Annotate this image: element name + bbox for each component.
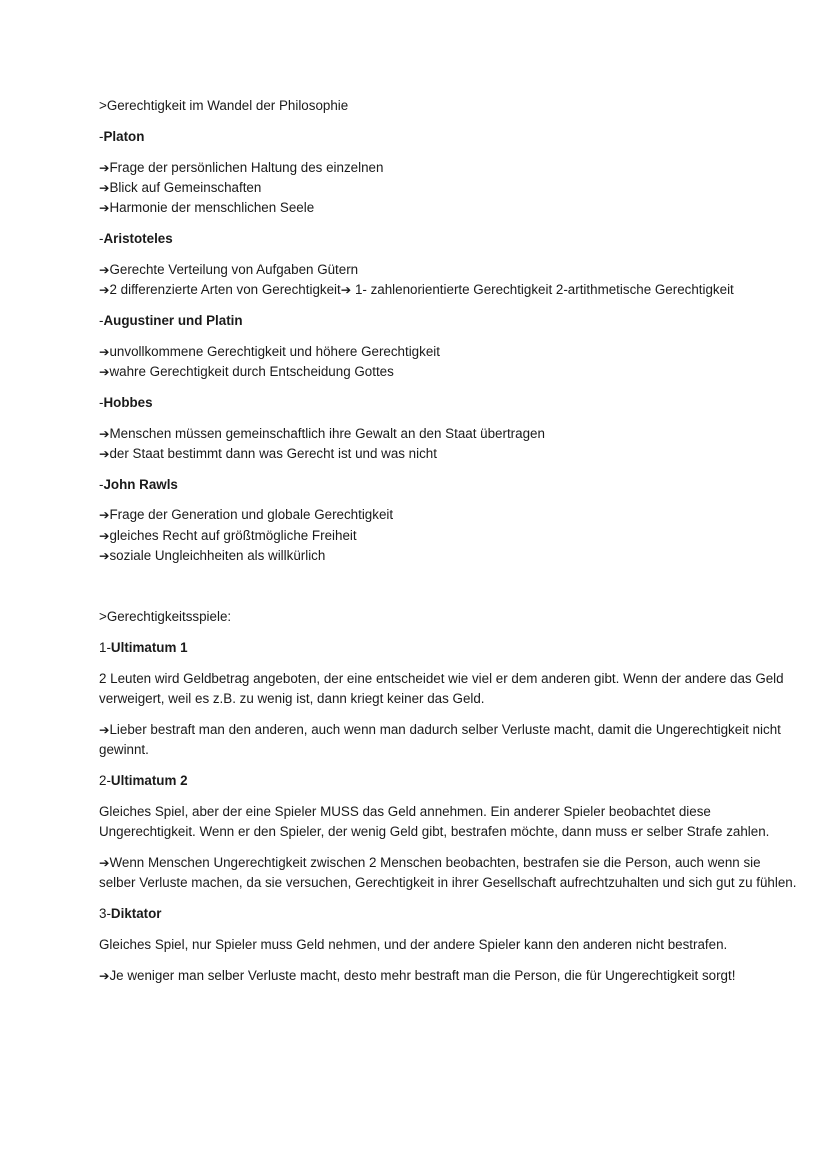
list-item: ➔Frage der persönlichen Haltung des einzelnen: [99, 159, 384, 175]
arrow-right-icon: ➔: [99, 179, 110, 195]
arrow-right-icon: ➔: [99, 967, 110, 983]
game-number: 3-: [99, 906, 111, 922]
heading-prefix: -: [99, 230, 104, 246]
game-number: 2-: [99, 773, 111, 789]
arrow-right-icon: ➔: [99, 548, 110, 564]
heading-prefix: -: [99, 394, 104, 410]
game-conclusion: ➔Lieber bestraft man den anderen, auch wenn man dadurch selber Verluste macht, damit die Ungerechtigkeit nicht gewinnt.: [99, 722, 781, 758]
heading-prefix: -: [99, 312, 104, 328]
philosopher-heading-aristoteles: [99, 229, 799, 249]
heading-prefix: -: [99, 476, 104, 492]
list-item: ➔Gerechte Verteilung von Aufgaben Gütern: [99, 261, 359, 277]
list-item: ➔soziale Ungleichheiten als willkürlich: [99, 548, 326, 564]
section-heading-philosophy: >Gerechtigkeit im Wandel der Philosophie: [99, 98, 349, 113]
game-description: Gleiches Spiel, aber der eine Spieler MUSS das Geld annehmen. Ein anderer Spieler beobachtet diese Ungerechtigkeit. Wenn er den Spieler, der wenig Geld gibt, bestrafen möchte, dann muss er selber Strafe zahlen.: [99, 803, 770, 840]
list-item: ➔wahre Gerechtigkeit durch Entscheidung Gottes: [99, 363, 394, 379]
arrow-right-icon: ➔: [99, 282, 110, 298]
philosopher-heading-rawls: [99, 475, 799, 495]
philosopher-name: Aristoteles: [103, 230, 173, 246]
game-heading-ultimatum-2: [99, 771, 799, 791]
list-item: ➔2 differenzierte Arten von Gerechtigkeit➔ 1- zahlenorientierte Gerechtigkeit 2-artithmetische Gerechtigkeit: [99, 282, 734, 298]
game-conclusion: ➔Wenn Menschen Ungerechtigkeit zwischen 2 Menschen beobachten, bestrafen sie die Person, auch wenn sie selber Verluste machen, da sie versuchen, Gerechtigkeit in ihrer Gesellschaft aufrechtzuhalten und sich gut zu fühlen.: [99, 855, 797, 891]
game-heading-ultimatum-1: [99, 638, 799, 658]
list-item: ➔gleiches Recht auf größtmögliche Freiheit: [99, 527, 357, 543]
arrow-right-icon: ➔: [99, 507, 110, 523]
arrow-right-icon: ➔: [99, 722, 110, 738]
arrow-right-icon: ➔: [99, 343, 110, 359]
arrow-right-icon: ➔: [99, 363, 110, 379]
arrow-right-icon: ➔: [340, 282, 352, 298]
heading-prefix: -: [99, 128, 104, 144]
game-title: Ultimatum 1: [110, 640, 188, 656]
list-item: ➔Blick auf Gemeinschaften: [99, 179, 262, 195]
document-page: [99, 96, 799, 986]
game-title: Diktator: [110, 906, 162, 922]
arrow-right-icon: ➔: [99, 159, 110, 175]
list-item: ➔Menschen müssen gemeinschaftlich ihre Gewalt an den Staat übertragen: [99, 425, 545, 441]
philosopher-name: Hobbes: [103, 394, 153, 410]
arrow-right-icon: ➔: [99, 200, 110, 216]
game-heading-diktator: [99, 904, 799, 924]
list-item: ➔Harmonie der menschlichen Seele: [99, 200, 315, 216]
philosopher-name: Platon: [103, 128, 145, 144]
list-item: ➔unvollkommene Gerechtigkeit und höhere Gerechtigkeit: [99, 343, 440, 359]
philosopher-heading-hobbes: [99, 393, 799, 413]
philosopher-name: Augustiner und Platin: [103, 312, 243, 328]
arrow-right-icon: ➔: [99, 445, 110, 461]
list-item: ➔Frage der Generation und globale Gerechtigkeit: [99, 507, 394, 523]
game-description: 2 Leuten wird Geldbetrag angeboten, der eine entscheidet wie viel er dem anderen gibt. Wenn der andere das Geld verweigert, weil es z.B. zu wenig ist, dann kriegt keiner das Geld.: [99, 670, 784, 707]
arrow-right-icon: ➔: [99, 425, 110, 441]
section-heading-games: >Gerechtigkeitsspiele:: [99, 609, 232, 625]
game-number: 1-: [99, 640, 111, 656]
arrow-right-icon: ➔: [99, 261, 110, 277]
arrow-right-icon: ➔: [99, 855, 110, 871]
game-title: Ultimatum 2: [110, 773, 188, 789]
arrow-right-icon: ➔: [99, 527, 110, 543]
philosopher-heading-augustiner: [99, 311, 799, 331]
game-description: Gleiches Spiel, nur Spieler muss Geld nehmen, und der andere Spieler kann den anderen nicht bestrafen.: [99, 936, 728, 952]
philosopher-name: John Rawls: [103, 476, 178, 492]
game-conclusion: ➔Je weniger man selber Verluste macht, desto mehr bestraft man die Person, die für Ungerechtigkeit sorgt!: [99, 967, 736, 983]
philosopher-heading-platon: [99, 127, 799, 147]
list-item: ➔der Staat bestimmt dann was Gerecht ist und was nicht: [99, 445, 437, 461]
